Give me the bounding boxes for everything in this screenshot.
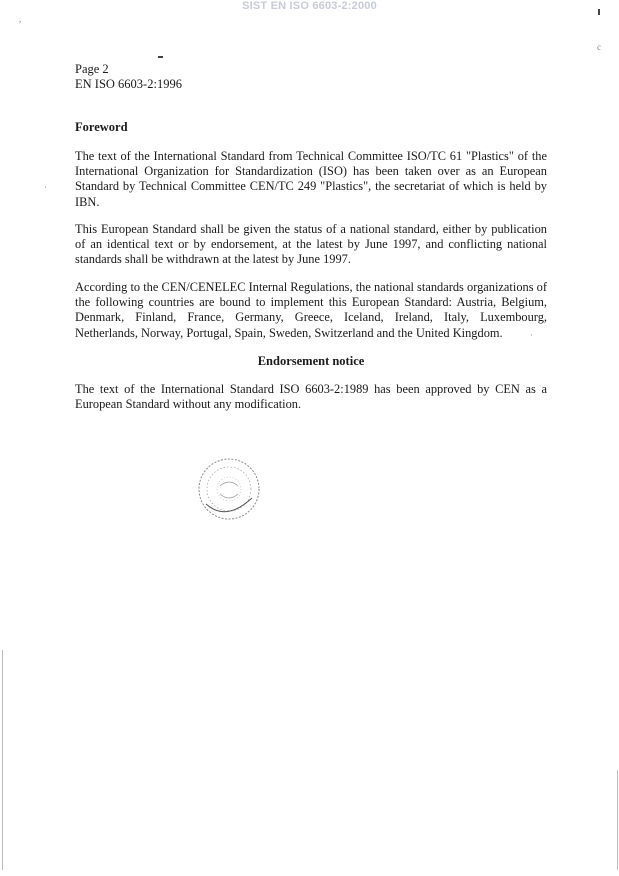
foreword-paragraph-2: This European Standard shall be given the status of a national standard, either by publication of an identical text or by endorsement, at the latest by June 1997, and conflicting national standards shall be withdrawn at the latest by June 1997.	[75, 222, 547, 267]
document-id: EN ISO 6603-2:1996	[75, 77, 182, 91]
scan-speck: ·	[530, 330, 533, 340]
scan-speck: ·	[44, 182, 47, 192]
page-header	[75, 62, 182, 92]
foreword-paragraph-3: According to the CEN/CENELEC Internal Regulations, the national standards organizations of the following countries are bound to implement this European Standard: Austria, Belgium, Denmark, Finland, France, Germany, Greece, Iceland, Ireland, Italy, Luxembourg, Netherlands, Norway, Portugal, Spain, Sweden, Switzerland and the United Kingdom.	[75, 280, 547, 340]
scan-edge	[2, 650, 3, 870]
foreword-paragraph-1: The text of the International Standard from Technical Committee ISO/TC 61 "Plastics" of the International Organization for Standardization (ISO) has been taken over as an European Standard by Technical Committee CEN/TC 249 "Plastics", the secretariat of which is held by IBN.	[75, 149, 547, 209]
scan-edge	[617, 770, 618, 870]
page-number: Page 2	[75, 62, 109, 76]
endorsement-heading: Endorsement notice	[257, 354, 365, 368]
endorsement-paragraph: The text of the International Standard ISO 6603-2:1989 has been approved by CEN as a European Standard without any modification.	[75, 382, 547, 412]
foreword-heading: Foreword	[75, 120, 128, 134]
seal-stamp	[196, 456, 262, 522]
scan-mark	[158, 56, 163, 58]
watermark: SIST EN ISO 6603-2:2000	[242, 0, 377, 12]
scan-mark	[598, 9, 600, 15]
scan-speck: ,	[19, 14, 22, 24]
scan-speck: c	[597, 42, 601, 52]
